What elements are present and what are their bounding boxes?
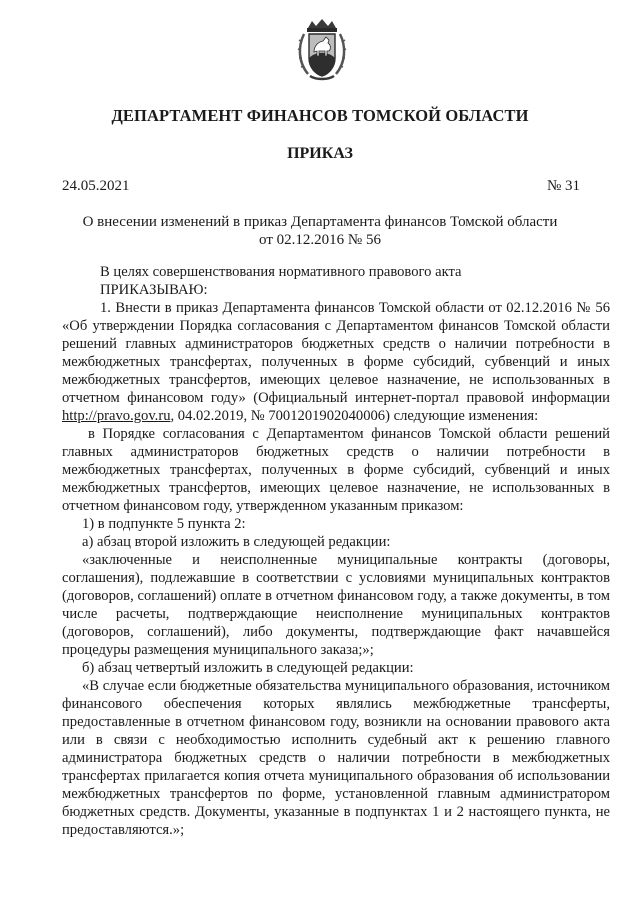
document-subject bbox=[60, 213, 580, 249]
paragraph-item-1 bbox=[62, 299, 610, 425]
document-body bbox=[62, 263, 610, 839]
document-type-title: ПРИКАЗ bbox=[287, 145, 353, 162]
paragraph-item-1-text: 1. Внести в приказ Департамента финансов Томской области от 02.12.2016 № 56 «Об утверждении Порядка согласования с Департаментом финансов Томской области решений главных администраторов бюджетных средств о наличии потребности в межбюджетных трансфертах, полученных в форме субсидий, субвенций и иных межбюджетных трансфертов, имеющих целевое назначение, не использованных в отчетном финансовом году» (Официальный интернет-портал правовой информации bbox=[62, 300, 610, 406]
paragraph-order: ПРИКАЗЫВАЮ: bbox=[100, 282, 208, 298]
subject-line-1: О внесении изменений в приказ Департамента финансов Томской области bbox=[82, 214, 558, 230]
document-date: 24.05.2021 bbox=[62, 178, 130, 194]
paragraph-procedure: в Порядке согласования с Департаментом финансов Томской области решений главных администраторов бюджетных средств о наличии потребности в межбюджетных трансфертах, полученных в форме субсидий, субвенций и иных межбюджетных трансфертов, имеющих целевое назначение, не использованных в отчетном финансовом году, утвержденном указанным приказом: bbox=[62, 426, 610, 514]
paragraph-subitem-a: а) абзац второй изложить в следующей редакции: bbox=[82, 534, 391, 550]
paragraph-subitem-1: 1) в подпункте 5 пункта 2: bbox=[82, 516, 246, 532]
paragraph-quote-b: «В случае если бюджетные обязательства муниципального образования, источником финансового обеспечения которых являлись межбюджетные трансферты, предоставленные в отчетном финансовом году, возникли на основании правового акта или в связи с необходимостью исполнить судебный акт к решению главного администратора бюджетных средств о наличии потребности в межбюджетных трансфертах прилагается копия отчета муниципального образования об использовании межбюджетных трансфертов по форме, установленной главным администратором бюджетных средств. Документы, указанные в подпунктах 1 и 2 настоящего пункта, не предоставляются.»; bbox=[62, 678, 610, 838]
paragraph-item-1-tail: , 04.02.2019, № 7001201902040006) следующие изменения: bbox=[170, 408, 539, 424]
coat-of-arms-icon bbox=[296, 18, 348, 82]
paragraph-quote-a: «заключенные и неисполненные муниципальные контракты (договоры, соглашения), подлежавшие в соответствии с условиями муниципальных контрактов (договоров, соглашений) оплате в отчетном финансовом году, а также документы, в том числе расчеты, подтверждающие неисполнение муниципальных контрактов (договоров, соглашений), либо документы, подтверждающие факт начавшейся процедуры размещения муниципального заказа;»; bbox=[62, 552, 610, 658]
paragraph-purpose: В целях совершенствования нормативного правового акта bbox=[100, 264, 462, 280]
department-title: ДЕПАРТАМЕНТ ФИНАНСОВ ТОМСКОЙ ОБЛАСТИ bbox=[111, 106, 529, 125]
paragraph-subitem-b: б) абзац четвертый изложить в следующей редакции: bbox=[82, 660, 414, 676]
subject-line-2: от 02.12.2016 № 56 bbox=[259, 232, 381, 248]
document-number: № 31 bbox=[546, 178, 580, 194]
pravo-gov-link[interactable]: http://pravo.gov.ru bbox=[62, 408, 171, 424]
